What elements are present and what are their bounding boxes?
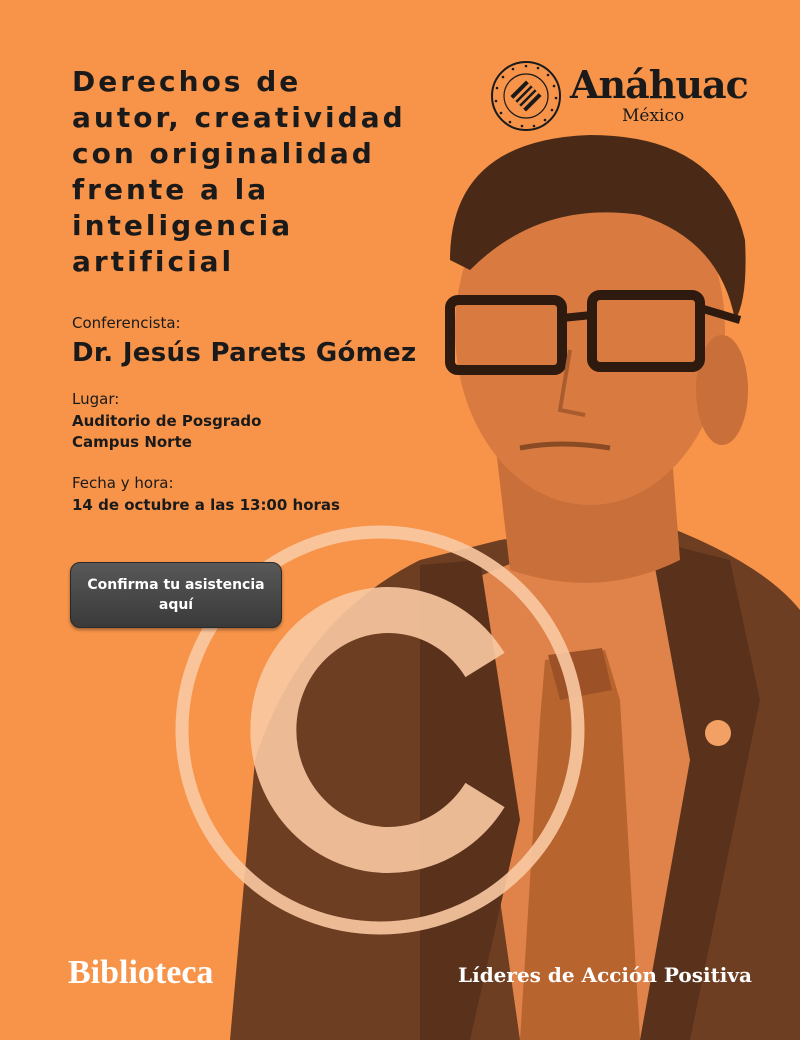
- logo-subtitle: México: [622, 106, 685, 126]
- anahuac-logo: [490, 60, 750, 140]
- place-campus: Campus Norte: [72, 433, 192, 451]
- place-label: Lugar:: [72, 390, 120, 408]
- speaker-label: Conferencista:: [72, 314, 181, 332]
- university-seal-icon: [490, 60, 562, 132]
- title-line: artificial: [72, 245, 235, 278]
- confirm-attendance-button[interactable]: [70, 562, 282, 628]
- confirm-attendance-label: Confirma tu asistencia aquí: [87, 577, 265, 613]
- datetime-label: Fecha y hora:: [72, 474, 174, 492]
- speaker-name: Dr. Jesús Parets Gómez: [72, 338, 417, 368]
- library-wordmark: Biblioteca: [68, 954, 214, 991]
- logo-wordmark: Anáhuac: [570, 62, 748, 107]
- title-line: autor, creatividad: [72, 101, 406, 134]
- title-line: Derechos de: [72, 65, 302, 98]
- event-title: [72, 64, 422, 280]
- datetime-value: 14 de octubre a las 13:00 horas: [72, 496, 340, 514]
- tagline: Líderes de Acción Positiva: [458, 963, 752, 987]
- title-line: inteligencia: [72, 209, 294, 242]
- title-line: frente a la: [72, 173, 270, 206]
- title-line: con originalidad: [72, 137, 375, 170]
- place-venue: Auditorio de Posgrado: [72, 412, 262, 430]
